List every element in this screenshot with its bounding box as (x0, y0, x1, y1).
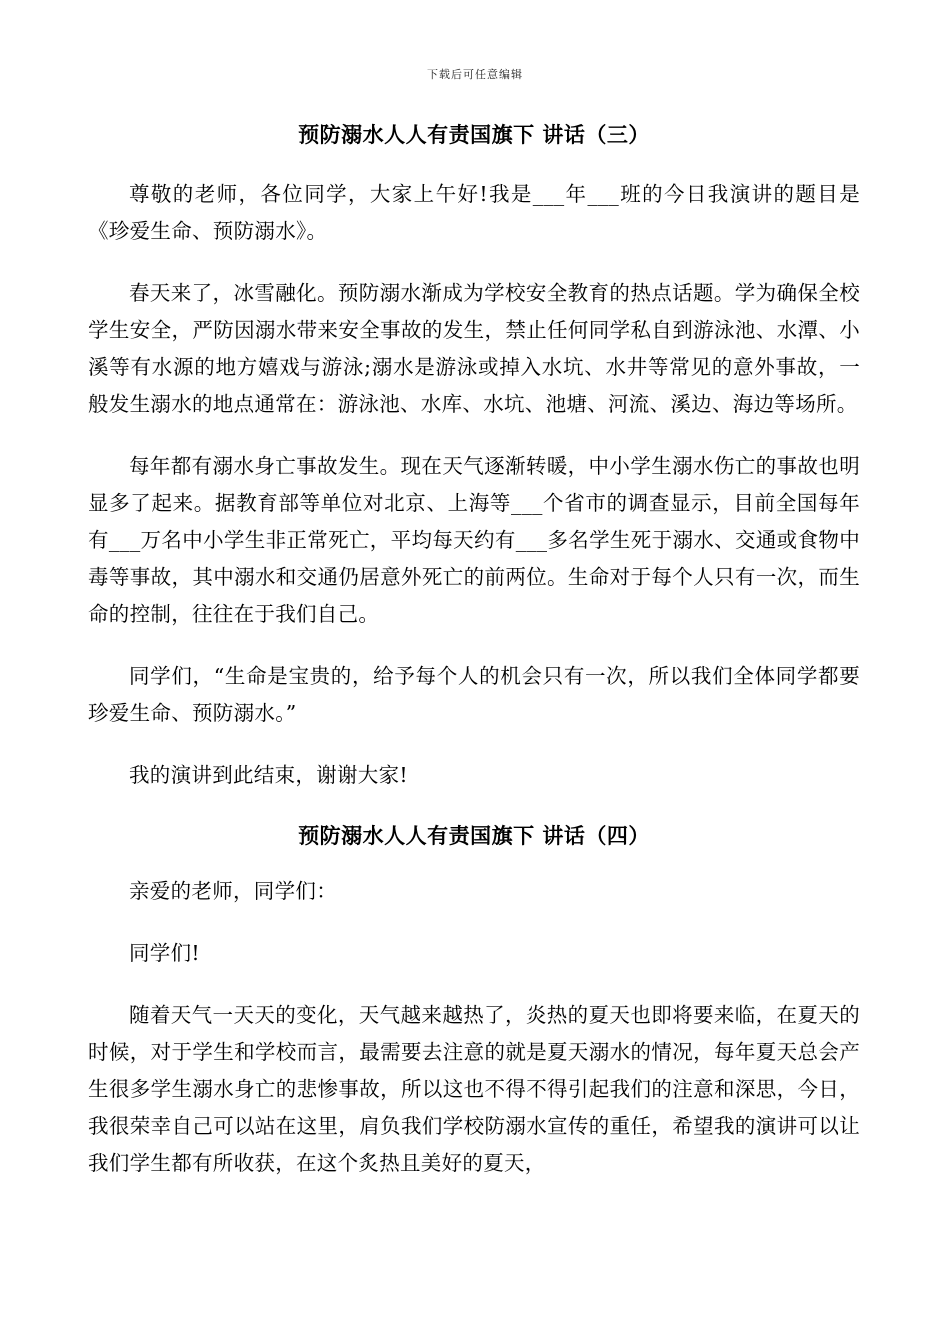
section-title: 预防溺水人人有责国旗下 讲话（三） (298, 122, 650, 147)
paragraph: 每年都有溺水身亡事故发生。现在天气逐渐转暖，中小学生溺水伤亡的事故也明显多了起来。据教育部等单位对北京、上海等___个省市的调查显示，目前全国每年有___万名中小学生非正常死亡，平均每天约有___多名学生死于溺水、交通或食物中毒等事故，其中溺水和交通仍居意外死亡的前两位。生命对于每个人只有一次，而生命的控制，往往在于我们自己。 (88, 454, 860, 626)
paragraph: 随着天气一天天的变化，天气越来越热了，炎热的夏天也即将要来临，在夏天的时候，对于学生和学校而言，最需要去注意的就是夏天溺水的情况，每年夏天总会产生很多学生溺水身亡的悲惨事故，所以这也不得不得引起我们的注意和深思，今日，我很荣幸自己可以站在这里，肩负我们学校防溺水宣传的重任，希望我的演讲可以让我们学生都有所收获，在这个炙热且美好的夏天， (88, 1003, 860, 1175)
paragraph: 春天来了，冰雪融化。预防溺水渐成为学校安全教育的热点话题。学为确保全校学生安全，严防因溺水带来安全事故的发生，禁止任何同学私自到游泳池、水潭、小溪等有水源的地方嬉戏与游泳;溺水是游泳或掉入水坑、水井等常见的意外事故，一般发生溺水的地点通常在：游泳池、水库、水坑、池塘、河流、溪边、海边等场所。 (88, 281, 860, 416)
header-note: 下载后可任意编辑 (427, 68, 523, 81)
paragraph: 同学们，“生命是宝贵的，给予每个人的机会只有一次，所以我们全体同学都要珍爱生命、预防溺水。” (88, 664, 860, 725)
paragraph: 我的演讲到此结束，谢谢大家! (129, 763, 408, 787)
paragraph: 同学们! (129, 941, 200, 965)
paragraph: 尊敬的老师，各位同学，大家上午好!我是___年___班的今日我演讲的题目是《珍爱生命、预防溺水》。 (88, 182, 860, 243)
section-title: 预防溺水人人有责国旗下 讲话（四） (298, 823, 650, 848)
paragraph: 亲爱的老师，同学们： (129, 879, 337, 903)
document-body (88, 118, 860, 1207)
